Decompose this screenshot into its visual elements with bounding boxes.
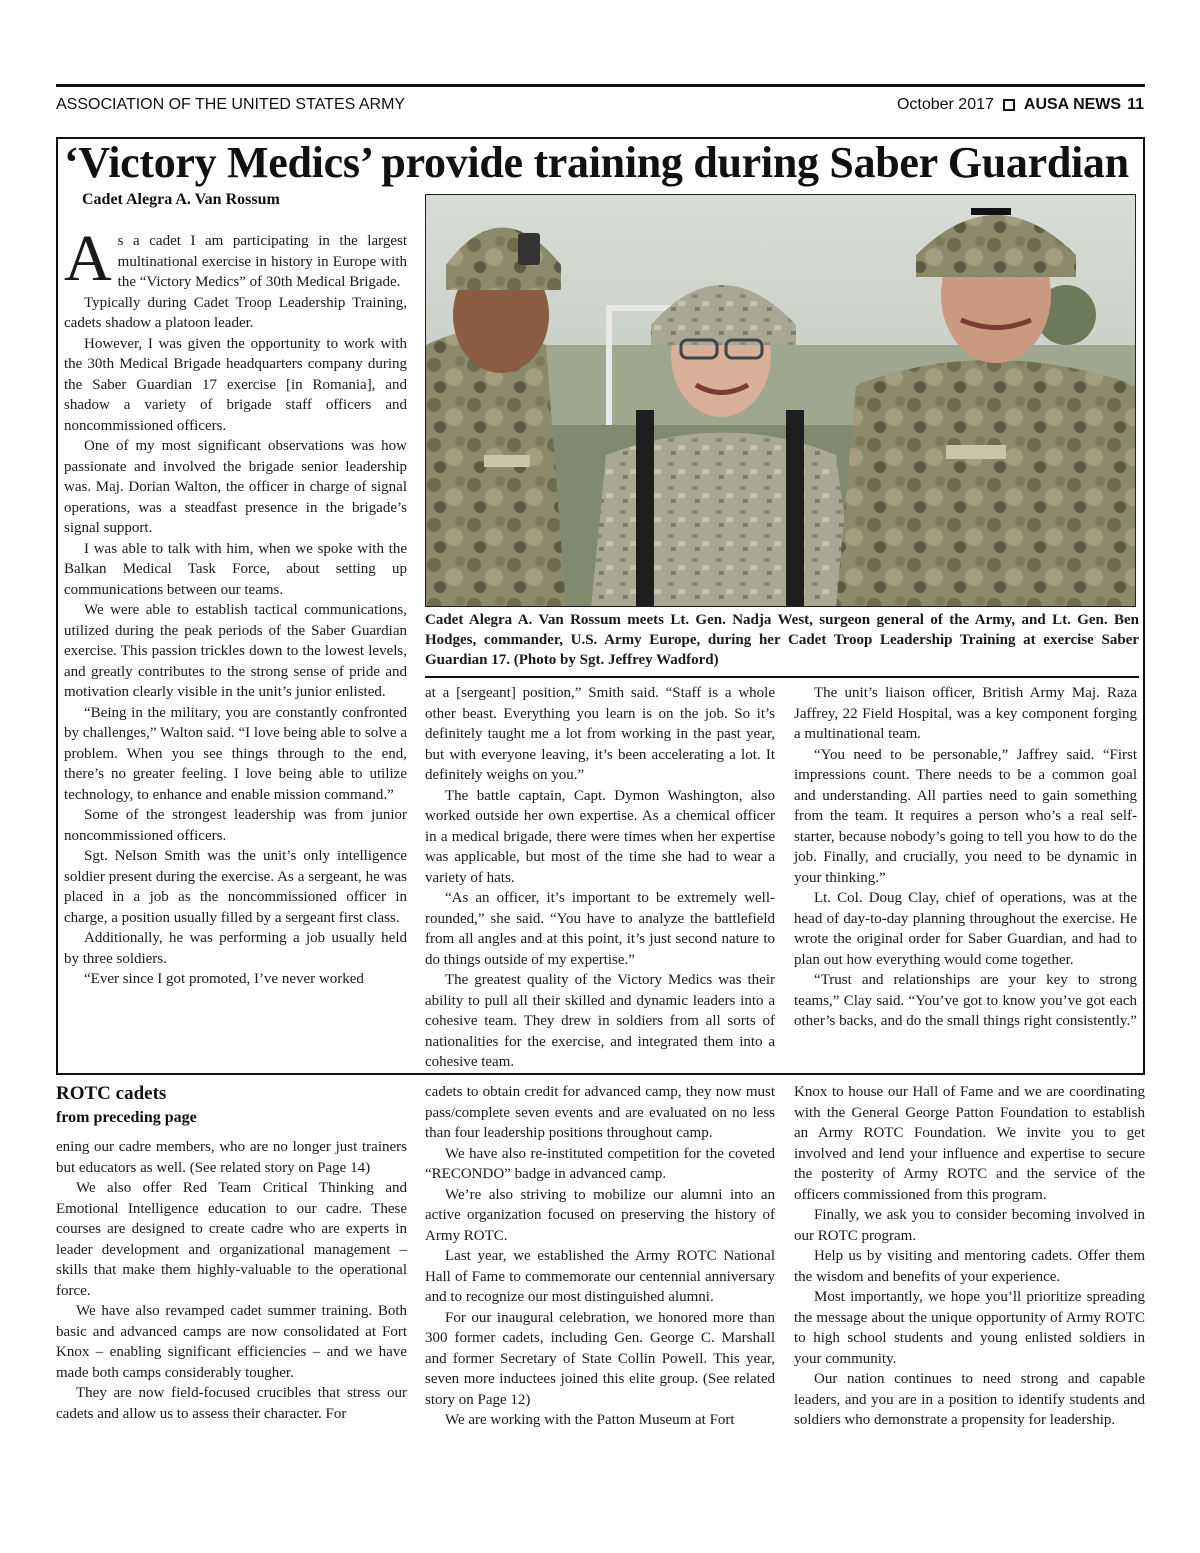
page-number: 11 [1127, 96, 1144, 113]
rotc-paragraph: Knox to house our Hall of Fame and we are coordinating with the General George Patton Foundation to establish an Army ROTC Foundation. We invite you to get involved and lend your influence and expertise to secure the posterity of Army ROTC and the service of the officers commissioned from this program. [794, 1084, 1145, 1203]
rotc-paragraph: cadets to obtain credit for advanced camp, they now must pass/complete seven events and are evaluated on no less than four leadership positions throughout camp. [425, 1084, 775, 1141]
rotc-paragraph: ening our cadre members, who are no longer just trainers but educators as well. (See related story on Page 14) [56, 1139, 407, 1176]
issue-date: October 2017 [896, 96, 994, 113]
rotc-paragraph: Finally, we ask you to consider becoming involved in our ROTC program. [794, 1207, 1145, 1244]
article-photo [425, 194, 1136, 607]
article-paragraph: Additionally, he was performing a job usually held by three soldiers. [64, 930, 407, 967]
rotc-paragraph: We have also revamped cadet summer training. Both basic and advanced camps are now consolidated at Fort Knox – enabling significant efficiencies – and we have made both camps considerably tougher. [56, 1303, 407, 1381]
article-paragraph: The unit’s liaison officer, British Army Maj. Raza Jaffrey, 22 Field Hospital, was a key component forging a multinational team. [794, 685, 1137, 742]
rotc-column-2 [425, 1082, 775, 1431]
article-paragraph: Typically during Cadet Troop Leadership Training, cadets shadow a platoon leader. [64, 294, 407, 331]
article-headline: ‘Victory Medics’ provide training during Saber Guardian [64, 138, 1129, 187]
article-paragraph: Sgt. Nelson Smith was the unit’s only intelligence soldier present during the exercise. As a sergeant, he was placed in a job as the noncommissioned officer in charge, a position usually filled by a sergeant first class. [64, 848, 407, 926]
article-column-3 [794, 683, 1137, 1032]
rotc-headline: ROTC cadets [56, 1083, 167, 1104]
header-organization: ASSOCIATION OF THE UNITED STATES ARMY [56, 96, 406, 113]
article-byline: Cadet Alegra A. Van Rossum [82, 191, 280, 208]
rotc-paragraph: We’re also striving to mobilize our alumni into an active organization focused on preserving the history of Army ROTC. [425, 1186, 775, 1244]
article-paragraph: at a [sergeant] position,” Smith said. “Staff is a whole other beast. Everything you learn is on the job. So it’s definitely taught me a lot from working in the past year, but with everyone leaving, it’s been accelerating a lot. It definitely weighs on you.” [425, 685, 775, 783]
article-column-2 [425, 683, 775, 1073]
article-paragraph: We were able to establish tactical communications, utilized during the peak periods of the Saber Guardian exercise. This passion trickles down to the lowest levels, and greatly contributes to the strong sense of pride and motivation clearly visible in the unit’s junior enlisted. [64, 602, 407, 700]
rotc-paragraph: They are now field-focused crucibles that stress our cadets and allow us to assess their character. For [56, 1385, 407, 1422]
article-paragraph: “Being in the military, you are constantly confronted by challenges,” Walton said. “I love being able to solve a problem. When you see things through to the end, there’s no greater feeling. I love being able to utilize technology, to enhance and enable mission command.” [64, 704, 407, 803]
article-paragraph: One of my most significant observations was how passionate and involved the brigade senior leadership was. Maj. Dorian Walton, the officer in charge of signal operations, was a steadfast presence in the brigade’s signal support. [64, 438, 407, 536]
rotc-paragraph: Our nation continues to need strong and capable leaders, and you are in a position to identify students and soldiers who demonstrate a propensity for leadership. [794, 1371, 1145, 1428]
rotc-paragraph: Help us by visiting and mentoring cadets. Offer them the wisdom and benefits of your experience. [794, 1248, 1145, 1285]
caption-divider [425, 676, 1139, 678]
rotc-subhead: from preceding page [56, 1109, 197, 1126]
header-issue-info [897, 96, 1144, 114]
publication-name: AUSA NEWS [1023, 96, 1122, 113]
rotc-paragraph: For our inaugural celebration, we honored more than 300 former cadets, including Gen. George C. Marshall and former Secretary of State Collin Powell. This year, seven more inductees joined this elite group. (See related story on Page 12) [425, 1309, 775, 1408]
article-paragraph: “Trust and relationships are your key to strong teams,” Clay said. “You’ve got to know you’ve got each other’s backs, and do the small things right consistently.” [794, 972, 1137, 1029]
article-paragraph: I was able to talk with him, when we spoke with the Balkan Medical Task Force, about setting up communications between our teams. [64, 540, 407, 598]
article-paragraph: Some of the strongest leadership was from junior noncommissioned officers. [64, 807, 407, 844]
rotc-column-3 [794, 1082, 1145, 1431]
rotc-paragraph: Most importantly, we hope you’ll prioritize spreading the message about the unique opportunity of Army ROTC to high school students and young enlisted soldiers in your community. [794, 1289, 1145, 1367]
article-paragraph: “As an officer, it’s important to be extremely well-rounded,” she said. “You have to analyze the battlefield from all angles and at this point, it’s just second nature to do things outside of my expertise.” [425, 890, 775, 968]
rotc-paragraph: We are working with the Patton Museum at Fort [445, 1412, 735, 1428]
rotc-paragraph: Last year, we established the Army ROTC National Hall of Fame to commemorate our centennial anniversary and to recognize our most distinguished alumni. [425, 1248, 775, 1305]
rotc-paragraph: We have also re-instituted competition for the coveted “RECONDO” badge in advanced camp. [425, 1145, 775, 1182]
article-paragraph: However, I was given the opportunity to work with the 30th Medical Brigade headquarters company during the Saber Guardian 17 exercise [in Romania], and shadow a variety of brigade staff officers and noncommissioned officers. [64, 335, 407, 434]
drop-cap: A [64, 222, 112, 295]
rotc-paragraph: We also offer Red Team Critical Thinking and Emotional Intelligence education to our cadre. These courses are designed to create cadre who are experts in leader development and organizational management – skills that make them highly-valuable to the operational force. [56, 1180, 407, 1299]
article-paragraph: The battle captain, Capt. Dymon Washington, also worked outside her own expertise. As a chemical officer in a medical brigade, there were times when her expertise was applicable, but most of the time she had to wear a variety of hats. [425, 787, 775, 886]
rotc-column-1 [56, 1137, 407, 1424]
article-paragraph: The greatest quality of the Victory Medics was their ability to pull all their skilled and dynamic leaders into a cohesive team. They drew in soldiers from all sorts of nationalities for the exercise, and integrated them into a cohesive team. [425, 972, 775, 1070]
article-paragraph: “Ever since I got promoted, I’ve never worked [84, 971, 364, 987]
top-rule [56, 84, 1145, 87]
article-column-1 [64, 222, 407, 990]
article-paragraph: “You need to be personable,” Jaffrey said. “First impressions count. There needs to be a common goal and understanding. All parties need to gain something from the team. It requires a person who’s a real self-starter, because nobody’s going to tell you how to do the job. Finally, and crucially, you need to be dynamic in your thinking.” [794, 746, 1137, 886]
photo-caption: Cadet Alegra A. Van Rossum meets Lt. Gen. Nadja West, surgeon general of the Army, and Lt. Gen. Ben Hodges, commander, U.S. Army Europe, during her Cadet Troop Leadership Training at exercise Saber Guardian 17. (Photo by Sgt. Jeffrey Wadford) [425, 612, 1139, 668]
article-paragraph: As a cadet I am participating in the largest multinational exercise in history in Europe with the “Victory Medics” of 30th Medical Brigade. [64, 222, 407, 295]
square-bullet-icon [1003, 99, 1015, 111]
article-paragraph: Lt. Col. Doug Clay, chief of operations, was at the head of day-to-day planning throughout the exercise. He wrote the original order for Saber Guardian, and had to plan out how everything would come together. [794, 890, 1137, 968]
